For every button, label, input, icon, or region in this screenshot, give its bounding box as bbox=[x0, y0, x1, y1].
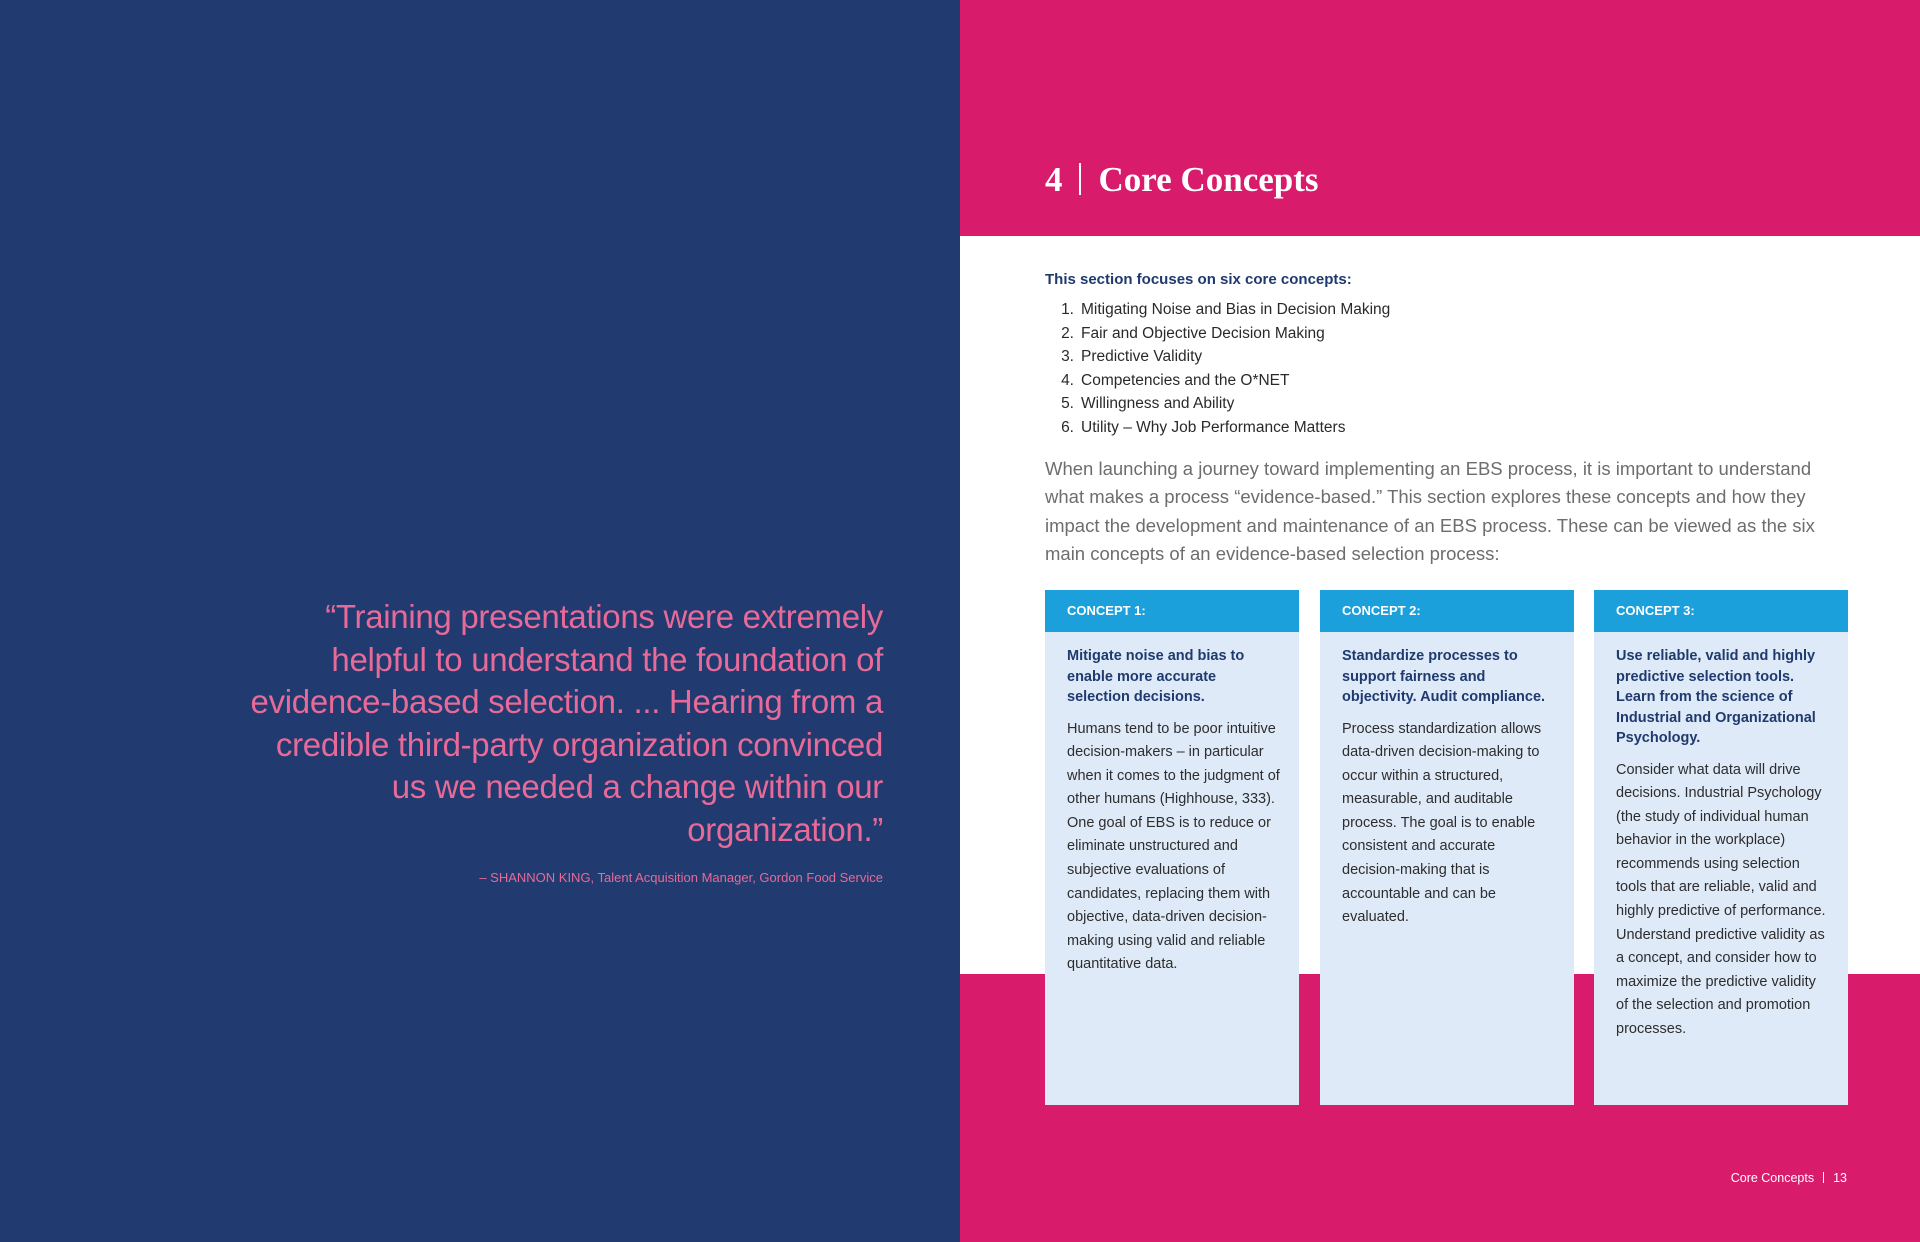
list-item bbox=[1045, 369, 1390, 393]
right-page bbox=[960, 0, 1920, 1242]
card-lead: Use reliable, valid and highly predictive selection tools. Learn from the science of Industrial and Organizational Psychology. bbox=[1616, 648, 1816, 746]
page-number: 13 bbox=[1833, 1171, 1847, 1185]
list-item-text: Fair and Objective Decision Making bbox=[1081, 324, 1325, 342]
card-body: Process standardization allows data-driven decision-making to occur within a structured, measurable, and auditable process. The goal is to enable consistent and accurate decision-making that is accountable and can be evaluated. bbox=[1342, 720, 1542, 926]
intro-paragraph: When launching a journey toward implementing an EBS process, it is important to understand what makes a process “evidence-based.” This section explores these concepts and how they impact the development and maintenance of an EBS process. These can be viewed as the six main concepts of an evidence-based selection process: bbox=[1045, 458, 1815, 564]
card-header: CONCEPT 3: bbox=[1594, 590, 1848, 632]
list-item-number: 3. bbox=[1061, 348, 1074, 365]
section-number: 4 bbox=[1045, 160, 1063, 199]
list-item-text: Utility – Why Job Performance Matters bbox=[1081, 418, 1346, 436]
card-lead: Mitigate noise and bias to enable more accurate selection decisions. bbox=[1067, 648, 1245, 705]
concept-card-1 bbox=[1045, 590, 1299, 1105]
footer-section-label: Core Concepts bbox=[1730, 1171, 1815, 1185]
list-item-text: Willingness and Ability bbox=[1081, 395, 1235, 412]
card-body: Humans tend to be poor intuitive decision-makers – in particular when it comes to the judgment of other humans (Highhouse, 333). One goal of EBS is to reduce or eliminate unstructured and subjective evaluations of candidates, replacing them with objective, data-driven decision-making using valid and reliable quantitative data. bbox=[1067, 720, 1280, 973]
list-item-number: 4. bbox=[1061, 371, 1074, 389]
section-title-text: Core Concepts bbox=[1098, 160, 1319, 199]
intro-heading: This section focuses on six core concepts: bbox=[1045, 271, 1352, 288]
concept-card-2 bbox=[1320, 590, 1574, 1105]
concept-list bbox=[1045, 298, 1390, 439]
list-item-number: 6. bbox=[1061, 418, 1074, 436]
list-item-number: 2. bbox=[1061, 324, 1074, 342]
list-item bbox=[1045, 345, 1390, 369]
list-item-text: Mitigating Noise and Bias in Decision Making bbox=[1081, 301, 1391, 318]
card-lead: Standardize processes to support fairness and objectivity. Audit compliance. bbox=[1342, 648, 1546, 705]
list-item bbox=[1045, 416, 1390, 440]
list-item bbox=[1045, 322, 1390, 346]
concept-card-3 bbox=[1594, 590, 1848, 1105]
pull-quote: “Training presentations were extremely helpful to understand the foundation of evidence-based selection. ... Hearing from a credible third-party organization convinced us we needed a change within our organization.” bbox=[250, 598, 883, 848]
footer-divider bbox=[1823, 1172, 1824, 1183]
card-header: CONCEPT 2: bbox=[1320, 590, 1574, 632]
list-item-number: 1. bbox=[1061, 301, 1074, 318]
list-item-number: 5. bbox=[1061, 395, 1074, 412]
quote-attribution: – SHANNON KING, Talent Acquisition Manager, Gordon Food Service bbox=[479, 870, 883, 885]
list-item bbox=[1045, 298, 1390, 322]
card-body: Consider what data will drive decisions. Industrial Psychology (the study of individual human behavior in the workplace) recommends using selection tools that are reliable, valid and highly predictive of performance. Understand predictive validity as a concept, and consider how to maximize the predictive validity of the selection and promotion processes. bbox=[1616, 761, 1826, 1038]
header-band bbox=[960, 0, 1920, 236]
list-item-text: Competencies and the O*NET bbox=[1081, 371, 1290, 389]
page-footer bbox=[1731, 1171, 1847, 1185]
list-item bbox=[1045, 392, 1390, 416]
list-item-text: Predictive Validity bbox=[1081, 348, 1203, 365]
title-divider bbox=[1079, 163, 1081, 195]
section-title bbox=[1045, 160, 1319, 200]
card-header: CONCEPT 1: bbox=[1045, 590, 1299, 632]
